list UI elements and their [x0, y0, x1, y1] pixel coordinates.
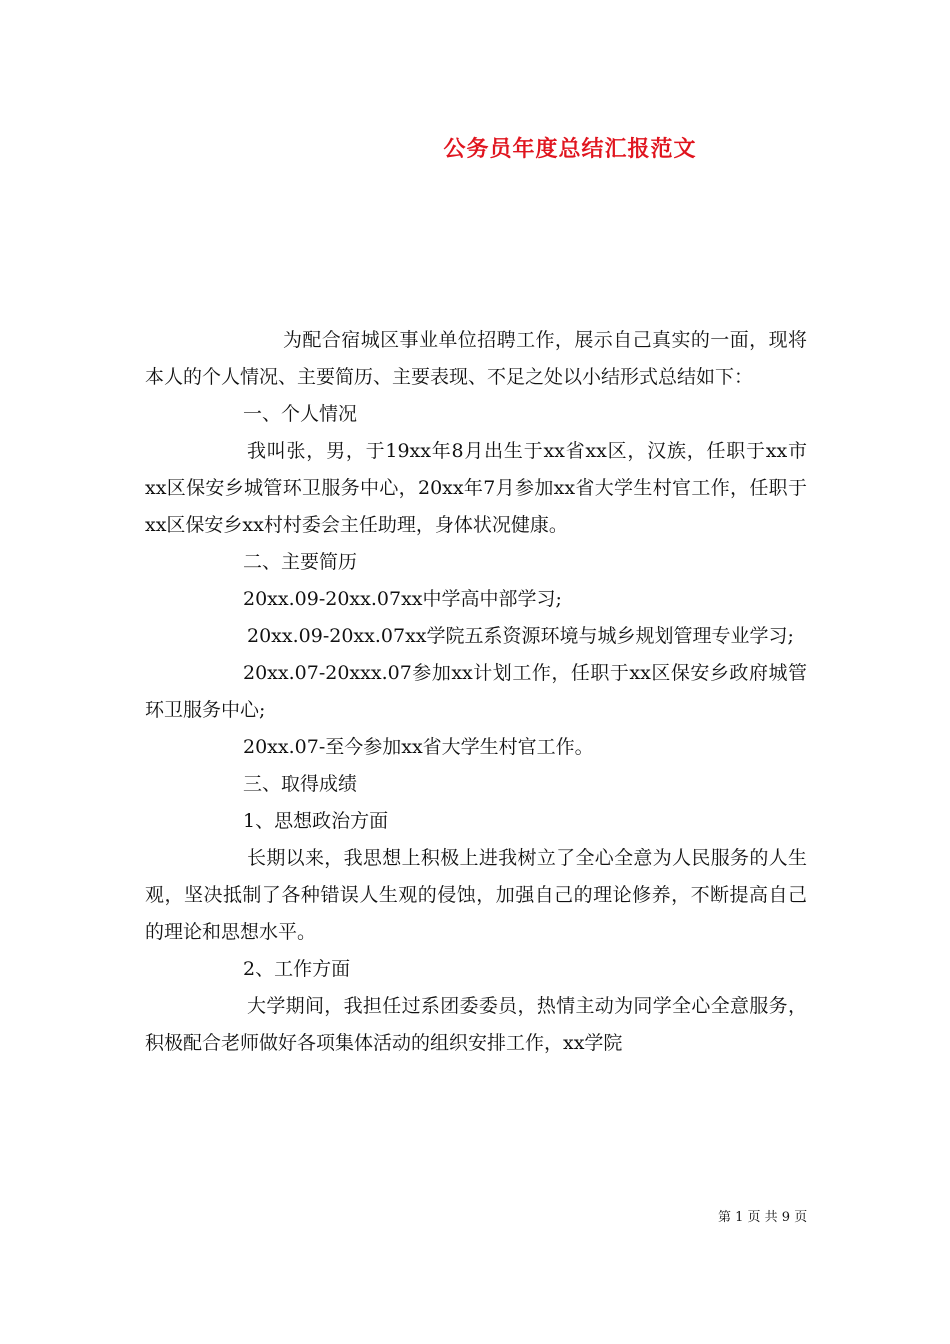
personal-info-paragraph: 我叫张，男，于19xx年8月出生于xx省xx区，汉族，任职于xx市xx区保安乡城管环卫服务中心，20xx年7月参加xx省大学生村官工作，任职于xx区保安乡xx村村委会主任助理，身体状况健康。 — [145, 440, 807, 536]
section-heading-personal: 一、个人情况 — [243, 403, 358, 425]
document-body — [145, 322, 807, 1062]
subsection-heading-work: 2、工作方面 — [243, 958, 351, 980]
resume-item: 20xx.09-20xx.07xx学院五系资源环境与城乡规划管理专业学习; — [247, 625, 794, 647]
section-heading-resume: 二、主要简历 — [243, 551, 358, 573]
document-title: 公务员年度总结汇报范文 — [443, 136, 697, 162]
resume-item: 20xx.09-20xx.07xx中学高中部学习; — [243, 588, 562, 610]
resume-item: 20xx.07-至今参加xx省大学生村官工作。 — [243, 736, 594, 758]
ideology-paragraph: 长期以来，我思想上积极上进我树立了全心全意为人民服务的人生观，坚决抵制了各种错误人生观的侵蚀，加强自己的理论修养，不断提高自己的理论和思想水平。 — [145, 847, 807, 943]
subsection-heading-ideology: 1、思想政治方面 — [243, 810, 389, 832]
resume-item: 20xx.07-20xxx.07参加xx计划工作，任职于xx区保安乡政府城管环卫服务中心; — [145, 662, 807, 721]
work-paragraph: 大学期间，我担任过系团委委员，热情主动为同学全心全意服务，积极配合老师做好各项集体活动的组织安排工作，xx学院 — [145, 995, 807, 1054]
page-number-footer: 第 1 页 共 9 页 — [718, 1210, 808, 1225]
intro-paragraph: 为配合宿城区事业单位招聘工作，展示自己真实的一面，现将本人的个人情况、主要简历、主要表现、不足之处以小结形式总结如下： — [145, 329, 807, 388]
section-heading-achievements: 三、取得成绩 — [243, 773, 358, 795]
